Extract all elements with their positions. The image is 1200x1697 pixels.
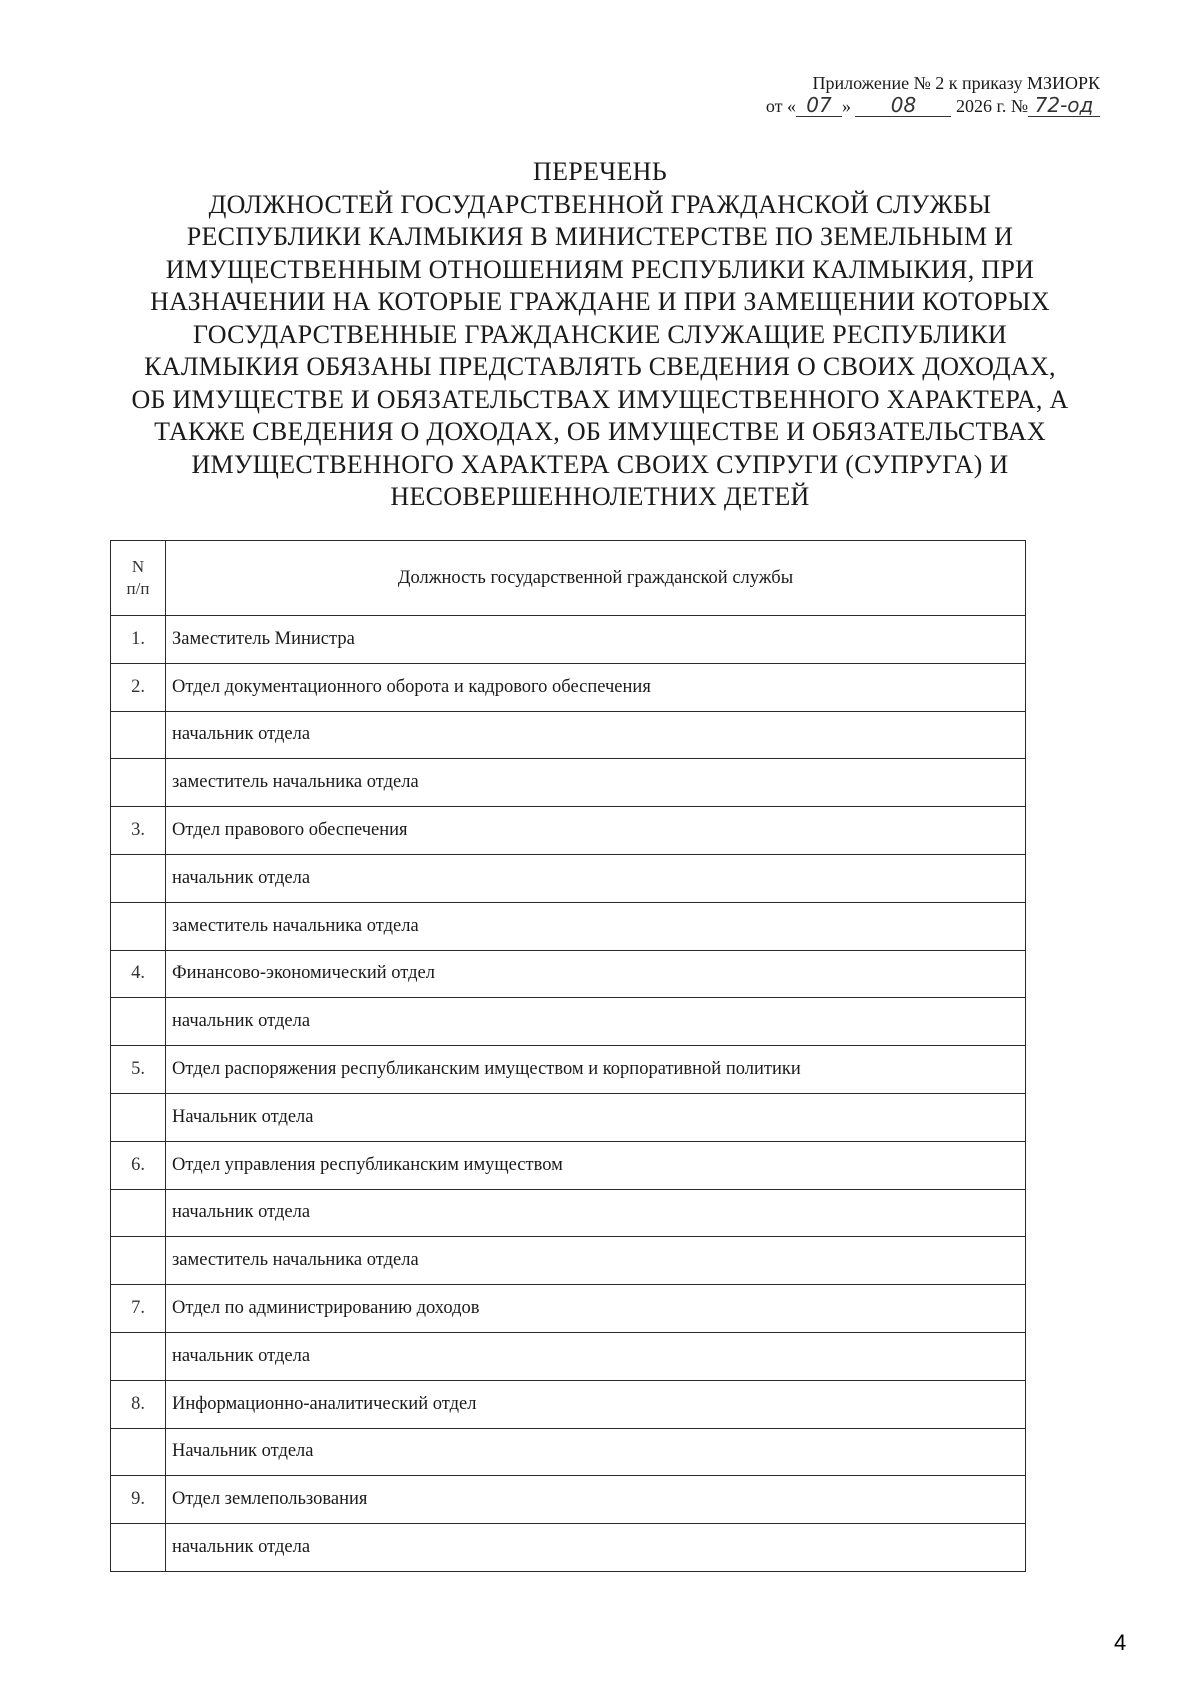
title-line: ИМУЩЕСТВЕННОГО ХАРАКТЕРА СВОИХ СУПРУГИ (СУПРУГА) И: [191, 449, 1009, 479]
title-line: НАЗНАЧЕНИИ НА КОТОРЫЕ ГРАЖДАНЕ И ПРИ ЗАМЕЩЕНИИ КОТОРЫХ: [150, 287, 1050, 316]
table-header-row: [111, 541, 1026, 616]
table-row: [111, 759, 1026, 807]
handwritten-day: 07: [796, 94, 842, 117]
table-row: [111, 1093, 1026, 1141]
title-line: ГОСУДАРСТВЕННЫЕ ГРАЖДАНСКИЕ СЛУЖАЩИЕ РЕСПУБЛИКИ: [193, 319, 1007, 349]
header-number-line2: п/п: [126, 579, 150, 598]
row-position-cell: Финансово-экономический отдел: [166, 950, 1026, 998]
handwritten-order-number: 72-од: [1028, 94, 1100, 117]
row-position-cell: начальник отдела: [166, 998, 1026, 1046]
row-position-cell: Информационно-аналитический отдел: [166, 1380, 1026, 1428]
table-row: [111, 711, 1026, 759]
table-row: [111, 1476, 1026, 1524]
row-position-cell: заместитель начальника отдела: [166, 1237, 1026, 1285]
row-number-cell: 4.: [111, 950, 166, 998]
table-row: [111, 1141, 1026, 1189]
document-title: [60, 156, 1140, 514]
row-position-cell: Начальник отдела: [166, 1428, 1026, 1476]
row-number-cell: [111, 1428, 166, 1476]
row-position-cell: Отдел управления республиканским имуществом: [166, 1141, 1026, 1189]
row-position-cell: заместитель начальника отдела: [166, 902, 1026, 950]
appendix-note: [766, 72, 1100, 117]
row-position-cell: начальник отдела: [166, 1524, 1026, 1572]
row-number-cell: [111, 1189, 166, 1237]
row-position-cell: начальник отдела: [166, 711, 1026, 759]
row-position-cell: начальник отдела: [166, 1332, 1026, 1380]
row-number-cell: 2.: [111, 663, 166, 711]
row-number-cell: [111, 1237, 166, 1285]
table-row: [111, 1524, 1026, 1572]
row-position-cell: Отдел землепользования: [166, 1476, 1026, 1524]
title-line: ИМУЩЕСТВЕННЫМ ОТНОШЕНИЯМ РЕСПУБЛИКИ КАЛМЫКИЯ, ПРИ: [165, 254, 1035, 284]
handwritten-month: 08: [855, 94, 951, 117]
row-number-cell: [111, 1524, 166, 1572]
row-number-cell: [111, 1093, 166, 1141]
row-position-cell: Заместитель Министра: [166, 616, 1026, 664]
table-row: [111, 807, 1026, 855]
row-number-cell: [111, 1332, 166, 1380]
row-position-cell: начальник отдела: [166, 854, 1026, 902]
table-row: [111, 1285, 1026, 1333]
row-number-cell: 5.: [111, 1046, 166, 1094]
row-number-cell: [111, 998, 166, 1046]
row-number-cell: 8.: [111, 1380, 166, 1428]
appendix-note-line2: [766, 94, 1100, 117]
title-line: ТАКЖЕ СВЕДЕНИЯ О ДОХОДАХ, ОБ ИМУЩЕСТВЕ И ОБЯЗАТЕЛЬСТВАХ: [154, 417, 1046, 446]
table-row: [111, 902, 1026, 950]
row-number-cell: [111, 902, 166, 950]
table-row: [111, 1189, 1026, 1237]
row-number-cell: 7.: [111, 1285, 166, 1333]
row-number-cell: 6.: [111, 1141, 166, 1189]
table-row: [111, 616, 1026, 664]
row-position-cell: Отдел по администрированию доходов: [166, 1285, 1026, 1333]
row-number-cell: 3.: [111, 807, 166, 855]
table-row: [111, 1237, 1026, 1285]
row-number-cell: [111, 711, 166, 759]
title-line: ДОЛЖНОСТЕЙ ГОСУДАРСТВЕННОЙ ГРАЖДАНСКОЙ СЛУЖБЫ: [208, 189, 992, 219]
row-position-cell: Начальник отдела: [166, 1093, 1026, 1141]
row-position-cell: заместитель начальника отдела: [166, 759, 1026, 807]
title-line: ПЕРЕЧЕНЬ: [533, 157, 667, 186]
row-position-cell: Отдел правового обеспечения: [166, 807, 1026, 855]
table-row: [111, 854, 1026, 902]
page-number: 4: [1114, 1630, 1127, 1655]
positions-table: [110, 540, 1026, 1572]
table-row: [111, 950, 1026, 998]
table-row: [111, 1332, 1026, 1380]
title-line: КАЛМЫКИЯ ОБЯЗАНЫ ПРЕДСТАВЛЯТЬ СВЕДЕНИЯ О СВОИХ ДОХОДАХ,: [144, 352, 1056, 381]
row-position-cell: Отдел распоряжения республиканским имуществом и корпоративной политики: [166, 1046, 1026, 1094]
table-row: [111, 663, 1026, 711]
header-number-cell: [111, 541, 166, 616]
table-row: [111, 1428, 1026, 1476]
header-position-cell: Должность государственной гражданской службы: [166, 541, 1026, 616]
row-number-cell: [111, 759, 166, 807]
title-line: РЕСПУБЛИКИ КАЛМЫКИЯ В МИНИСТЕРСТВЕ ПО ЗЕМЕЛЬНЫМ И: [186, 222, 1014, 251]
table-row: [111, 998, 1026, 1046]
row-number-cell: 1.: [111, 616, 166, 664]
table-row: [111, 1380, 1026, 1428]
row-number-cell: [111, 854, 166, 902]
header-number-line1: N: [131, 557, 145, 576]
title-line: ОБ ИМУЩЕСТВЕ И ОБЯЗАТЕЛЬСТВАХ ИМУЩЕСТВЕННОГО ХАРАКТЕРА, А: [131, 384, 1069, 414]
row-number-cell: 9.: [111, 1476, 166, 1524]
date-quote-close: »: [841, 96, 851, 116]
date-prefix: от «: [765, 96, 796, 116]
row-position-cell: Отдел документационного оборота и кадрового обеспечения: [166, 663, 1026, 711]
year-text: 2026 г. №: [955, 96, 1028, 116]
row-position-cell: начальник отдела: [166, 1189, 1026, 1237]
table-row: [111, 1046, 1026, 1094]
appendix-note-line1: Приложение № 2 к приказу МЗИОРК: [812, 73, 1100, 93]
title-line: НЕСОВЕРШЕННОЛЕТНИХ ДЕТЕЙ: [390, 482, 810, 511]
